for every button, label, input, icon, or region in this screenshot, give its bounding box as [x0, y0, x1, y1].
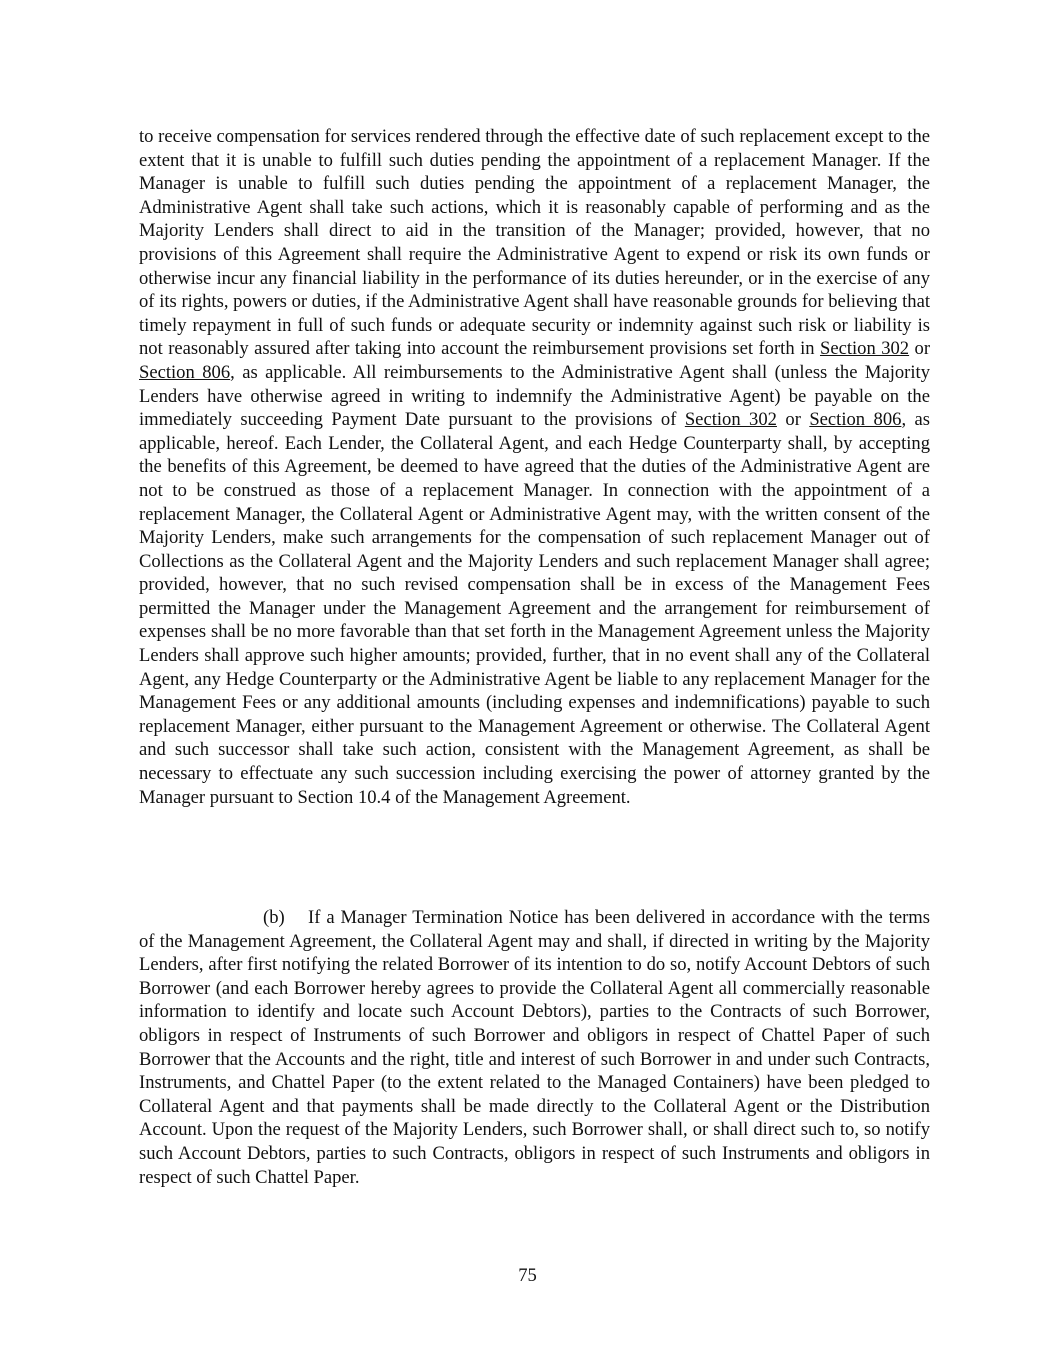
page-number: 75 [518, 1265, 537, 1286]
paragraph-a-text-3: , as applicable. All reimbursements to the Administrative Agent shall (unless the Majority Lenders have otherwise agreed in writing to indemnify the Administrative Agent) be payable on the immediately succeeding Payment Date pursuant to the provisions of [139, 361, 930, 431]
paragraph-a-text-2: or [909, 338, 931, 360]
paragraph-a-text-5: , as applicable, hereof. Each Lender, the Collateral Agent, and each Hedge Counterparty shall, by accepting the benefits of this Agreement, be deemed to have agreed that the duties of the Administrative Agent are not to be construed as those of a replacement Manager. In connection with the appointment of a replacement Manager, the Collateral Agent or Administrative Agent may, with the written consent of the Majority Lenders, make such arrangements for the compensation of such replacement Manager out of Collections as the Collateral Agent and the Majority Lenders and such replacement Manager shall agree; provided, however, that no such revised compensation shall be in excess of the Management Fees permitted the Manager under the Management Agreement and the arrangement for reimbursement of expenses shall be no more favorable than that set forth in the Management Agreement unless the Majority Lenders shall approve such higher amounts; provided, further, that in no event shall any of the Collateral Agent, any Hedge Counterparty or the Administrative Agent be liable to any replacement Manager for the Management Fees or any additional amounts (including expenses and indemnifications) payable to such replacement Manager, either pursuant to the Management Agreement or otherwise. The Collateral Agent and such successor shall take such action, consistent with the Management Agreement, as shall be necessary to effectuate any such succession including exercising the power of attorney granted by the Manager pursuant to Section 10.4 of the Management Agreement. [139, 409, 931, 808]
paragraph-b [139, 906, 930, 1189]
section-806-reference: Section 806 [809, 409, 902, 431]
section-806-reference: Section 806 [139, 361, 231, 383]
paragraph-a [139, 125, 930, 809]
section-302-reference: Section 302 [684, 409, 777, 431]
paragraph-b-text: If a Manager Termination Notice has been delivered in accordance with the terms of the Management Agreement, the Collateral Agent may and shall, if directed in writing by the Majority Lenders, after first notifying the related Borrower of its intention to do so, notify Account Debtors of such Borrower (and each Borrower hereby agrees to provide the Collateral Agent all commercially reasonable information to identify and locate such Account Debtors), parties to the Contracts of such Borrower, obligors in respect of Instruments of such Borrower and obligors in respect of Chattel Paper of such Borrower that the Accounts and the right, title and interest of such Borrower in and under such Contracts, Instruments, and Chattel Paper (to the extent related to the Managed Containers) have been pledged to Collateral Agent and that payments shall be made directly to the Collateral Agent or the Distribution Account. Upon the request of the Majority Lenders, such Borrower shall, or shall direct such to, so notify such Account Debtors, parties to such Contracts, obligors in respect of such Instruments and obligors in respect of such Chattel Paper. [139, 907, 930, 1188]
paragraph-b-label: (b) [263, 907, 285, 928]
section-302-reference: Section 302 [819, 338, 910, 360]
paragraph-a-text-1: to receive compensation for services rendered through the effective date of such replacement except to the extent that it is unable to fulfill such duties pending the appointment of a replacement Manager. If the Manager is unable to fulfill such duties pending the appointment of a replacement Manager, the Administrative Agent shall take such actions, which it is reasonably capable of performing and as the Majority Lenders shall direct to aid in the transition of the Manager; provided, however, that no provisions of this Agreement shall require the Administrative Agent to expend or risk its own funds or otherwise incur any financial liability in the performance of its duties hereunder, or in the exercise of any of its rights, powers or duties, if the Administrative Agent shall have reasonable grounds for believing that timely repayment in full of such funds or adequate security or indemnity against such risk or liability is not reasonably assured after taking into account the reimbursement provisions set forth in [139, 126, 930, 360]
paragraph-a-text-4: or [776, 409, 810, 431]
